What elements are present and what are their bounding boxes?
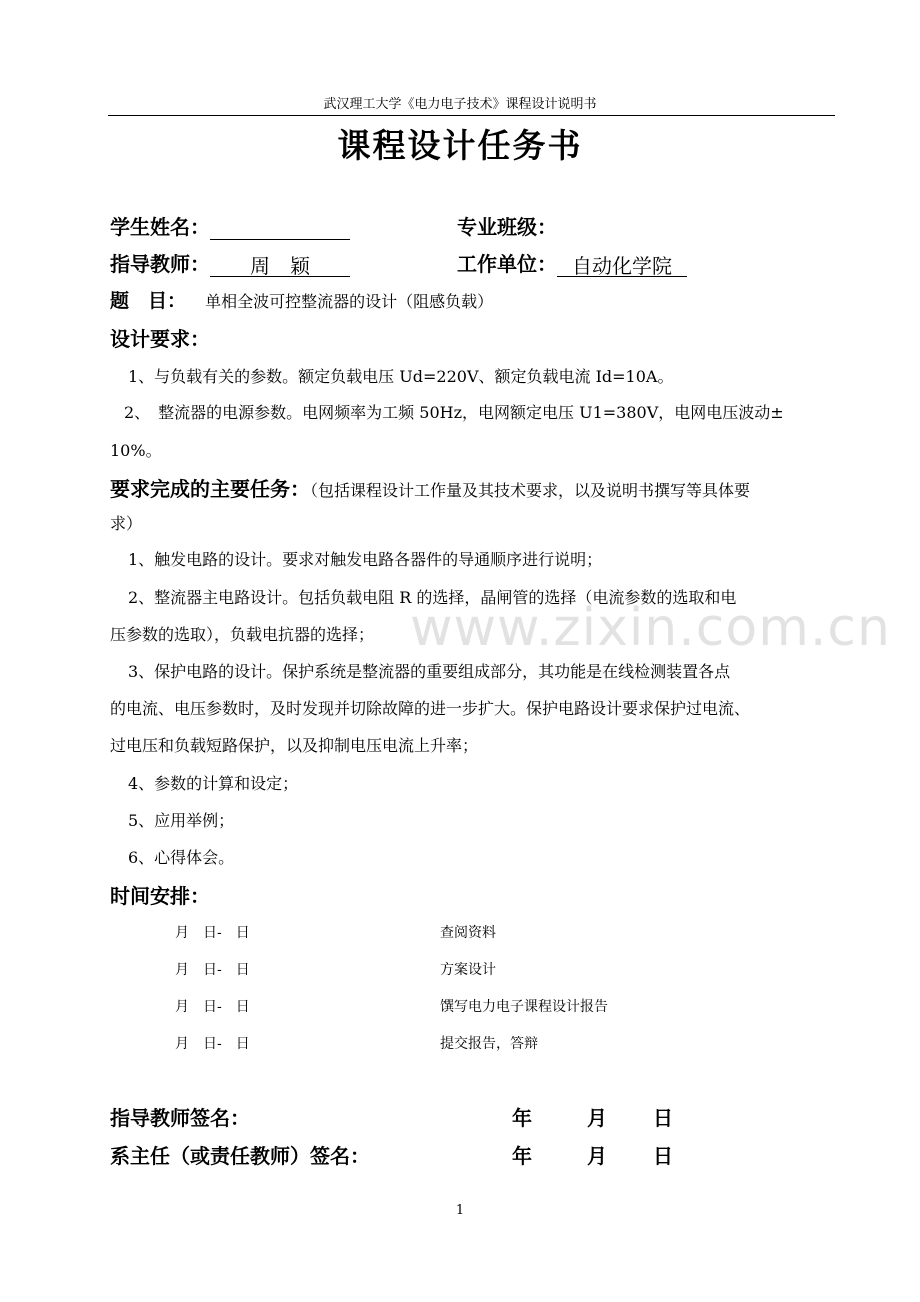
advisor-label: 指导教师：: [110, 252, 210, 276]
task-line: 4、参数的计算和设定；: [128, 774, 299, 793]
page-number: 1: [455, 1203, 465, 1218]
main-tasks-heading: 要求完成的主要任务：: [110, 477, 310, 501]
schedule-task: 提交报告，答辩: [440, 1036, 538, 1052]
advisor-sign-year: 年: [512, 1106, 532, 1130]
design-requirements-heading: 设计要求：: [110, 327, 210, 351]
main-tasks-heading-row: [110, 473, 750, 502]
schedule-task: 查阅资料: [440, 925, 496, 941]
watermark-logo: [410, 598, 891, 658]
major-class-label: 专业班级：: [457, 215, 557, 239]
requirement-item: 1、与负载有关的参数。额定负载电压 Ud=220V、额定负载电流 Id=10A。: [128, 367, 674, 386]
topic-label: 题 目：: [110, 290, 187, 312]
task-line: 5、应用举例；: [128, 811, 235, 830]
schedule-heading: 时间安排：: [110, 884, 210, 908]
dept-head-sign-year: 年: [512, 1144, 532, 1168]
work-unit-row: [457, 248, 687, 277]
student-name-row: [110, 211, 350, 240]
requirement-item: 2、 整流器的电源参数。电网频率为工频 50Hz，电网额定电压 U1=380V，电网电压波动±: [124, 403, 784, 422]
advisor-name-field: 周 颖: [210, 250, 350, 277]
watermark-text: www.zixin.com.cn: [410, 598, 891, 658]
major-class-row: [457, 211, 557, 240]
task-line: 压参数的选取），负载电抗器的选择；: [110, 625, 375, 644]
task-line: 1、触发电路的设计。要求对触发电路各器件的导通顺序进行说明；: [128, 550, 603, 569]
topic-value: 单相全波可控整流器的设计（阻感负载）: [205, 292, 494, 311]
page-title: 课程设计任务书: [337, 126, 583, 165]
task-line: 2、整流器主电路设计。包括负载电阻 R 的选择，晶闸管的选择（电流参数的选取和电: [128, 588, 737, 607]
task-line: 6、心得体会。: [128, 848, 235, 867]
requirement-item: 10%。: [110, 441, 162, 460]
topic-row: [110, 286, 493, 313]
advisor-signature-label: 指导教师签名：: [110, 1106, 250, 1130]
work-unit-label: 工作单位：: [457, 252, 557, 276]
advisor-sign-month: 月: [587, 1106, 607, 1130]
dept-head-sign-month: 月: [587, 1144, 607, 1168]
schedule-task: 方案设计: [440, 962, 496, 978]
task-line: 的电流、电压参数时，及时发现并切除故障的进一步扩大。保护电路设计要求保护过电流、: [110, 699, 751, 718]
work-unit-field: 自动化学院: [557, 250, 687, 277]
running-header: 武汉理工大学《电力电子技术》课程设计说明书: [323, 97, 597, 112]
dept-head-signature-label: 系主任（或责任教师）签名：: [110, 1144, 370, 1168]
main-tasks-note-cont: 求）: [110, 514, 143, 533]
advisor-row: [110, 248, 350, 277]
schedule-date: 月 日- 日: [175, 1036, 250, 1052]
main-tasks-note: （包括课程设计工作量及其技术要求，以及说明书撰写等具体要: [310, 481, 751, 500]
student-name-label: 学生姓名：: [110, 215, 210, 239]
advisor-sign-day: 日: [653, 1106, 673, 1130]
task-line: 3、保护电路的设计。保护系统是整流器的重要组成部分，其功能是在线检测装置各点: [128, 662, 731, 681]
schedule-task: 馔写电力电子课程设计报告: [440, 999, 608, 1015]
schedule-date: 月 日- 日: [175, 962, 250, 978]
schedule-date: 月 日- 日: [175, 999, 250, 1015]
schedule-date: 月 日- 日: [175, 925, 250, 941]
task-line: 过电压和负载短路保护，以及抑制电压电流上升率；: [110, 736, 479, 755]
student-name-field: [210, 213, 350, 240]
header-rule: [108, 115, 835, 116]
dept-head-sign-day: 日: [653, 1144, 673, 1168]
